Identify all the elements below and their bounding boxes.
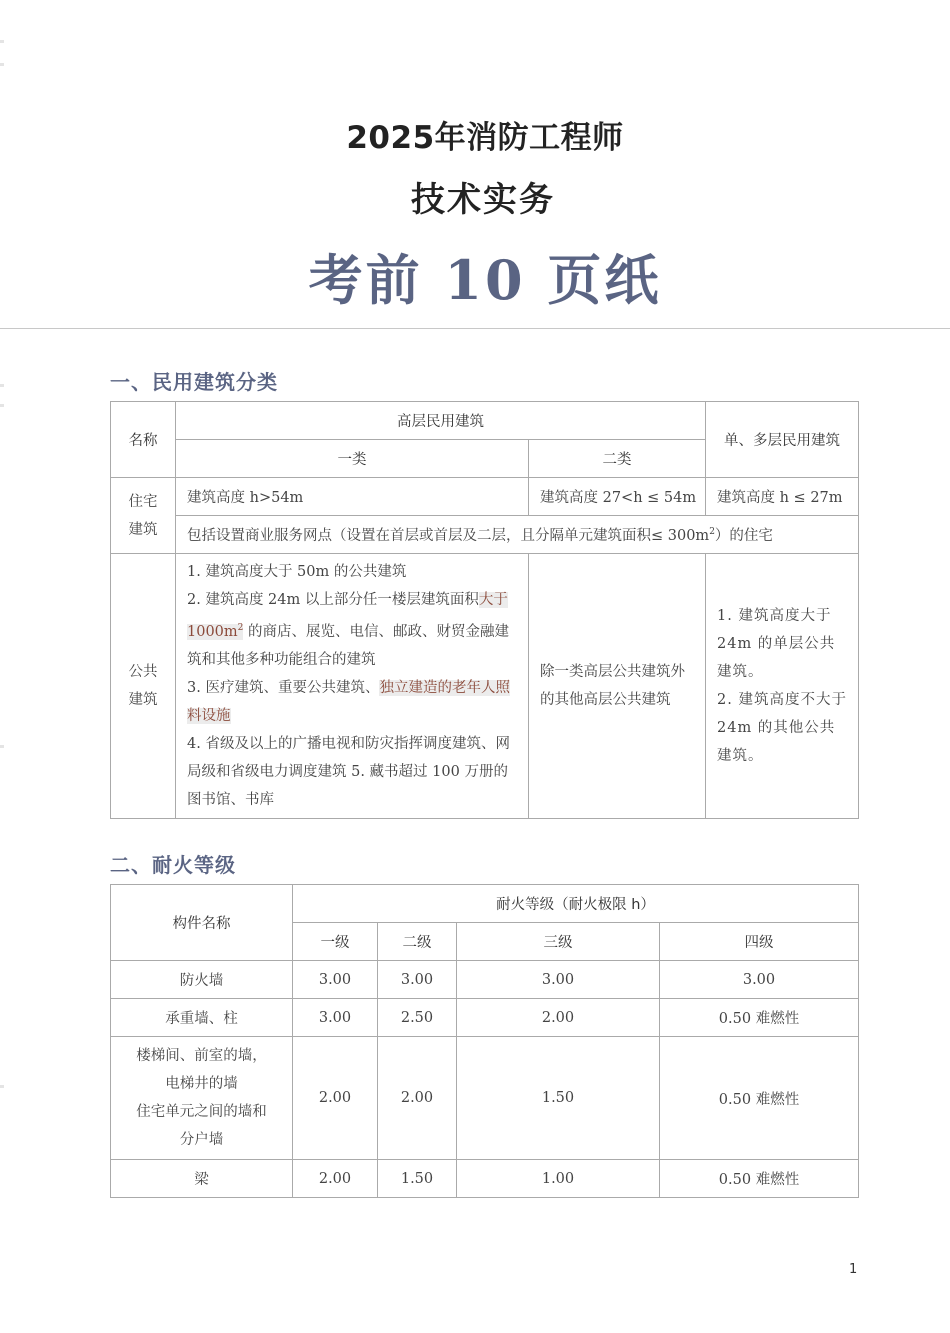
header-rating: 耐火等级（耐火极限 h） [293, 885, 859, 923]
public-low-rise: 1. 建筑高度大于 24m 的单层公共建筑。 2. 建筑高度不大于 24m 的其他公共建筑。 [706, 554, 859, 819]
residential-class-1: 建筑高度 h>54m [176, 478, 529, 516]
residential-class-2: 建筑高度 27<h ≤ 54m [529, 478, 706, 516]
header-grade-3: 三级 [457, 923, 660, 961]
row-label-public: 公共 建筑 [111, 554, 176, 819]
header-name: 名称 [111, 402, 176, 478]
row-label-residential: 住宅 建筑 [111, 478, 176, 554]
scan-edge-mark [0, 40, 4, 43]
document-title: 2025年消防工程师 [346, 120, 624, 156]
header-component: 构件名称 [111, 885, 293, 961]
header-high-rise: 高层民用建筑 [176, 402, 706, 440]
highlight: 独立建造的老年 [379, 679, 481, 696]
table-row-residential [111, 478, 859, 516]
header-low-rise: 单、多层民用建筑 [706, 402, 859, 478]
scan-edge-mark [0, 1085, 4, 1088]
header-grade-1: 一级 [293, 923, 378, 961]
table-row-public [111, 554, 859, 819]
table-row: 防火墙 3.00 3.00 3.00 3.00 [111, 961, 859, 999]
table-row: 楼梯间、前室的墙， 电梯井的墙 住宅单元之间的墙和 分户墙 2.00 2.00 1.50 0.50 难燃性 [111, 1037, 859, 1160]
document-subtitle: 技术实务 [411, 180, 555, 220]
public-class-1: 1. 建筑高度大于 50m 的公共建筑 2. 建筑高度 24m 以上部分任一楼层建筑面积大于 $1000m^2$ 的商店、展览、电信、邮政、财贸金融建筑和其他多种功能组合的建筑 3. 医疗建筑、重要公共建筑、独立建造的老年人照料设施 4. 省级及以上的广播电视和防灾指挥调度建筑、网局级和省级电力调度建筑 5. 藏书超过 100 万册的图书馆、书库 [176, 554, 529, 819]
public-class-2: 除一类高层公共建筑外的其他高层公共建筑 [529, 554, 706, 819]
table-row: 承重墙、柱 3.00 2.50 2.00 0.50 难燃性 [111, 999, 859, 1037]
highlight: 于 $1000m^2$ [187, 592, 508, 640]
highlight: 人照料设施 [187, 679, 510, 724]
section-heading-fire-resistance: 二、耐火等级 [110, 853, 236, 877]
scan-edge-mark [0, 404, 4, 407]
document-tagline: 考前 10 页纸 [308, 248, 662, 312]
residential-low-rise: 建筑高度 h ≤ 27m [706, 478, 859, 516]
page-number: 1 [849, 1262, 858, 1277]
header-grade-4: 四级 [660, 923, 859, 961]
building-classification-table [110, 401, 859, 819]
header-grade-2: 二级 [378, 923, 457, 961]
scan-edge-mark [0, 384, 4, 387]
fire-resistance-table [110, 884, 859, 1198]
scan-edge-mark [0, 63, 4, 66]
residential-note: 包括设置商业服务网点（设置在首层或首层及二层，且分隔单元建筑面积≤ $300m^2$）的住宅 [176, 516, 859, 554]
scan-edge-mark [0, 745, 4, 748]
highlight: 大 [478, 592, 494, 608]
header-class-1: 一类 [176, 440, 529, 478]
header-divider [0, 328, 950, 329]
section-heading-building-classification: 一、民用建筑分类 [110, 370, 278, 394]
table-row: 梁 2.00 1.50 1.00 0.50 难燃性 [111, 1160, 859, 1198]
header-class-2: 二类 [529, 440, 706, 478]
